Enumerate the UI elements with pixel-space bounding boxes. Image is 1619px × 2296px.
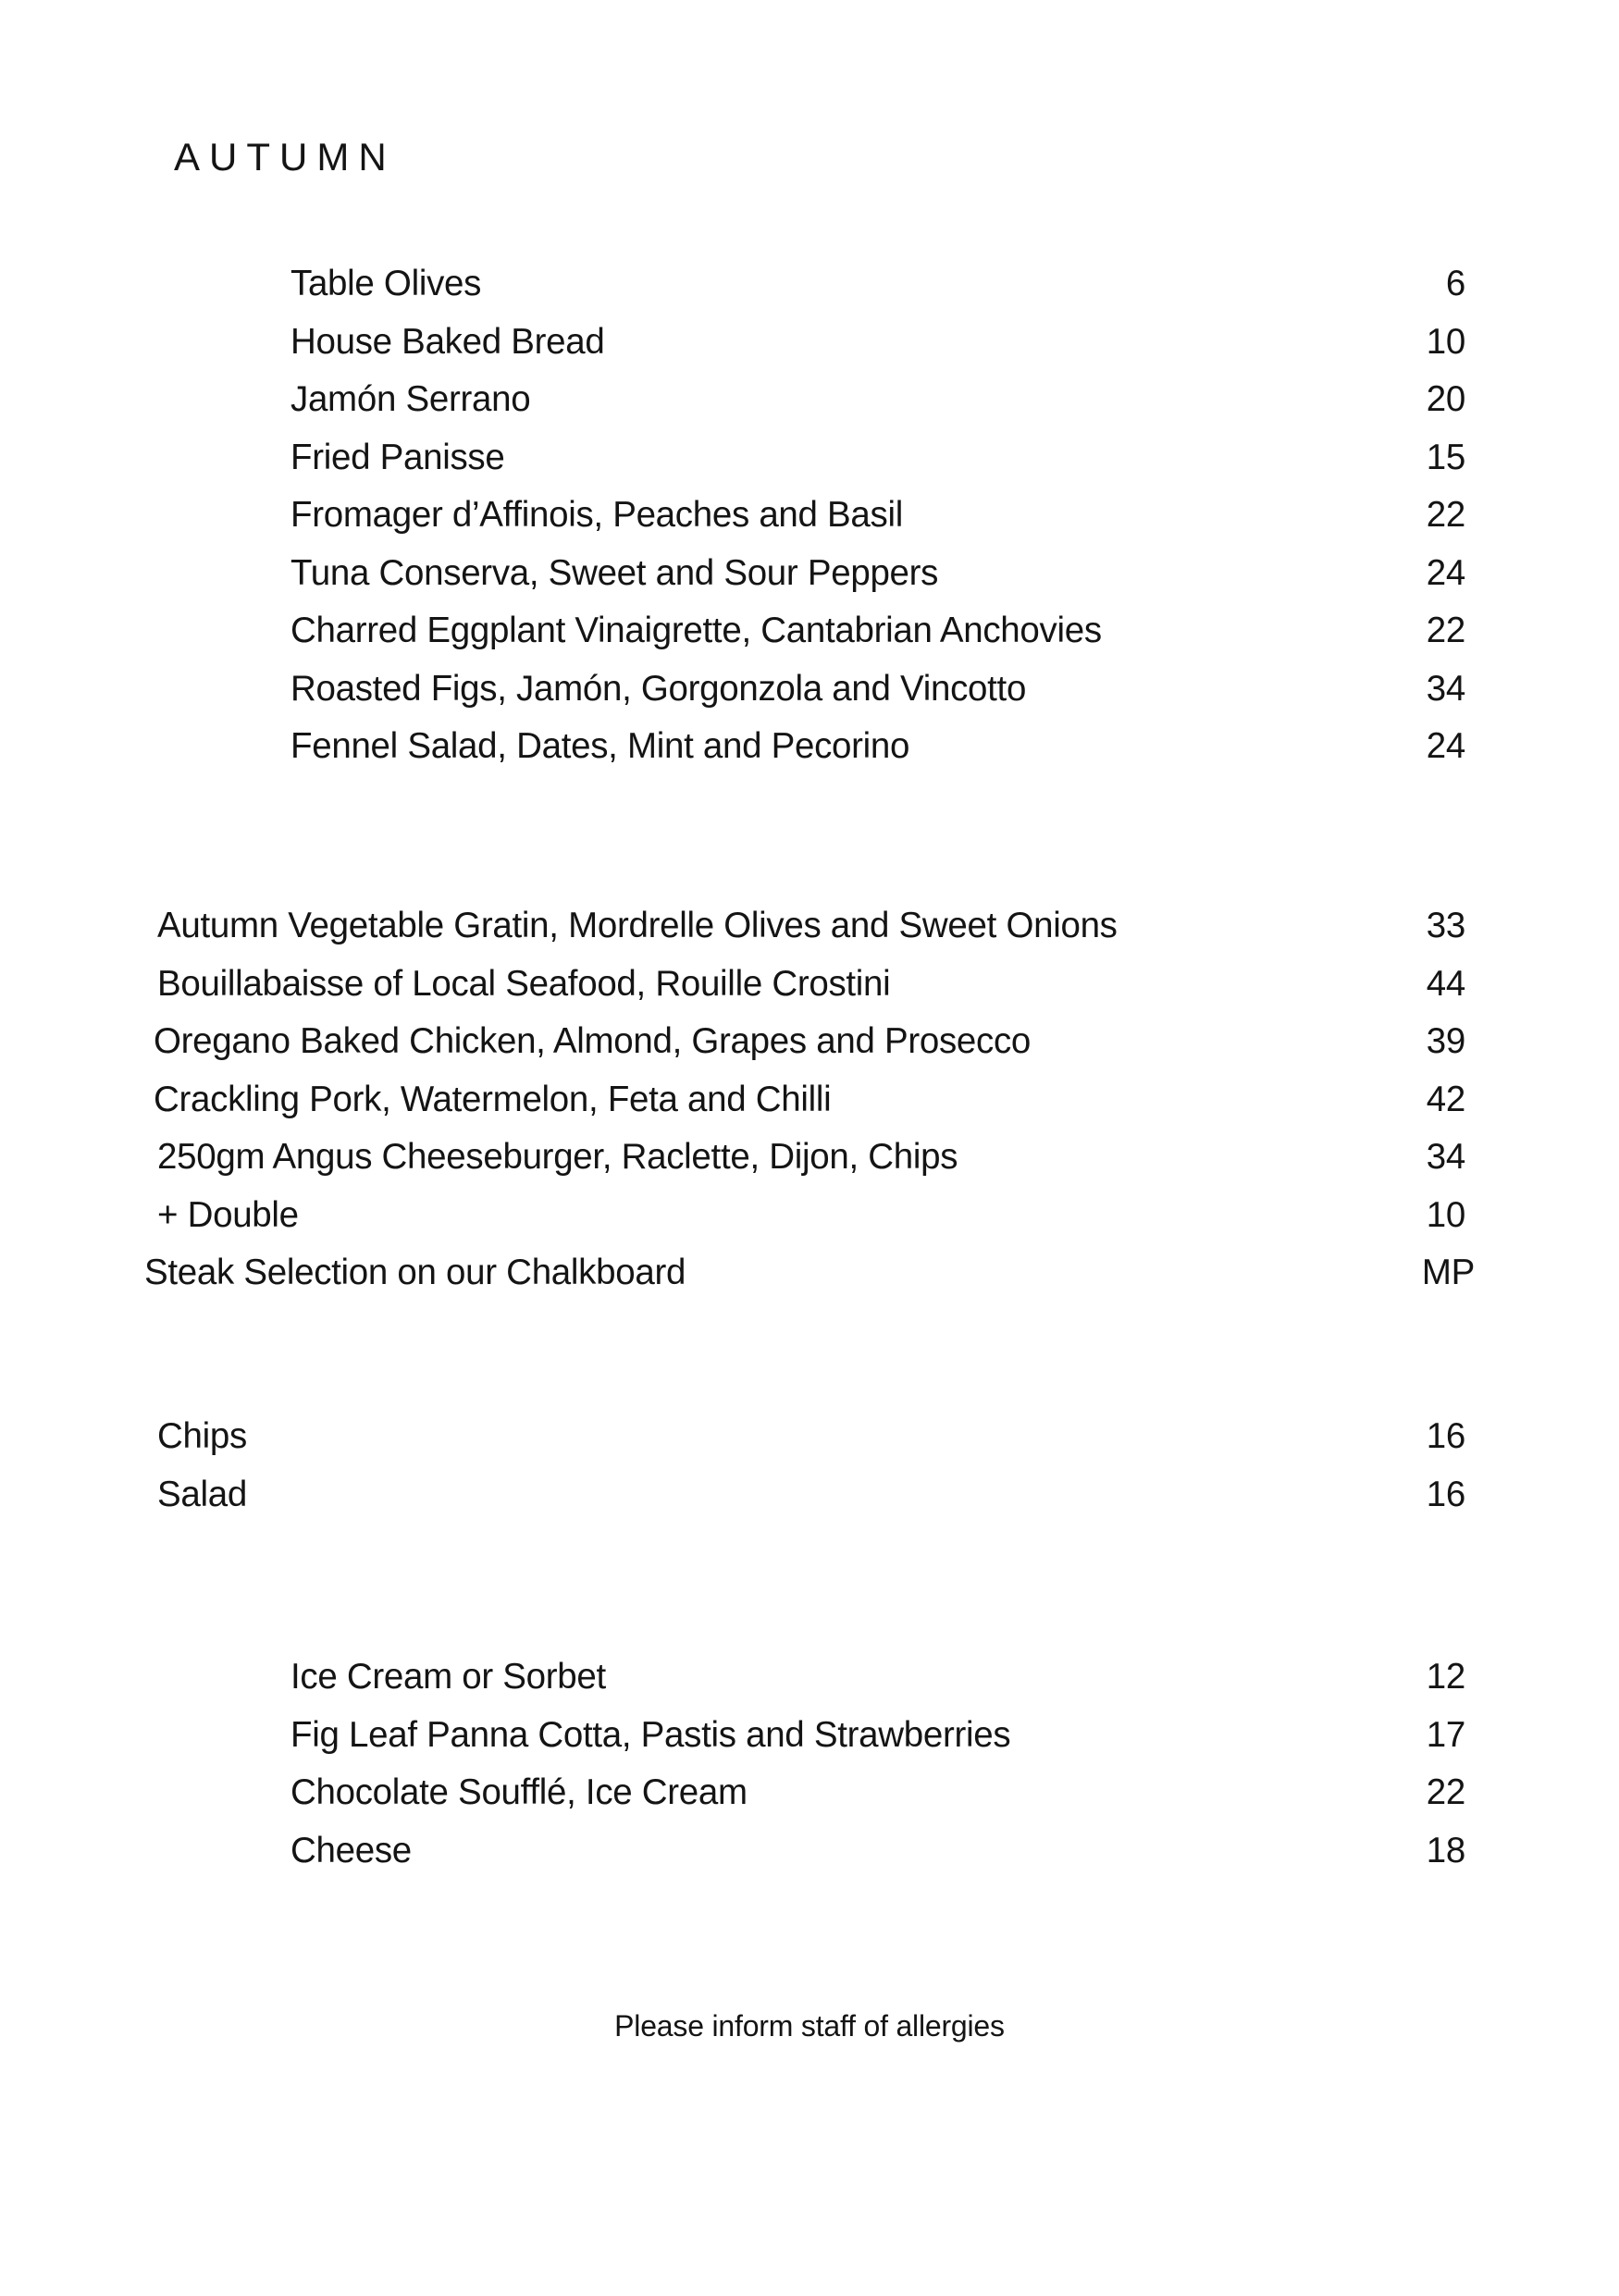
menu-item-name: Fig Leaf Panna Cotta, Pastis and Strawberries [290, 1714, 1011, 1755]
menu-item [290, 602, 1465, 660]
menu-item-price: 15 [1426, 437, 1465, 477]
menu-item-name: Jamón Serrano [290, 379, 531, 419]
menu-title: AUTUMN [174, 135, 396, 179]
menu-item [150, 1187, 1465, 1245]
menu-item-name: Charred Eggplant Vinaigrette, Cantabrian Anchovies [290, 611, 1102, 650]
menu-item-price: 34 [1426, 1137, 1465, 1177]
menu-item-price: 22 [1426, 1772, 1465, 1812]
menu-item-name: Autumn Vegetable Gratin, Mordrelle Olives and Sweet Onions [157, 906, 1118, 945]
menu-item-name: Oregano Baked Chicken, Almond, Grapes and Prosecco [154, 1021, 1032, 1061]
menu-item-price: 42 [1426, 1079, 1465, 1119]
menu-item-price: 22 [1426, 495, 1465, 535]
allergy-notice: Please inform staff of allergies [614, 2009, 1005, 2043]
menu-item-price: 34 [1426, 668, 1465, 709]
menu-item-name: Chocolate Soufflé, Ice Cream [290, 1772, 748, 1812]
menu-item-price: 17 [1426, 1714, 1465, 1755]
menu-item-name: Fromager d’Affinois, Peaches and Basil [290, 495, 903, 535]
menu-item-name: Steak Selection on our Chalkboard [144, 1253, 686, 1292]
menu-item [290, 660, 1465, 719]
menu-item [150, 897, 1465, 956]
menu-item [290, 1764, 1465, 1822]
menu-item-price: 22 [1426, 611, 1465, 650]
menu-item-price: 39 [1426, 1021, 1465, 1061]
menu-item-price: MP [1421, 1253, 1475, 1292]
menu-item-price: 10 [1426, 1194, 1465, 1235]
menu-item-price: 10 [1426, 321, 1465, 362]
menu-item-name: + Double [157, 1194, 299, 1235]
menu-item-name: Crackling Pork, Watermelon, Feta and Chilli [154, 1079, 832, 1119]
menu-item [150, 1071, 1465, 1129]
menu-item-name: House Baked Bread [290, 321, 605, 362]
menu-item [150, 956, 1465, 1014]
menu-item [290, 429, 1465, 488]
menu-item [157, 1466, 1465, 1524]
menu-item-price: 12 [1426, 1657, 1465, 1697]
menu-item [150, 1129, 1465, 1187]
desserts-section [290, 1648, 1465, 1880]
sides-section [157, 1408, 1465, 1524]
menu-item-price: 33 [1426, 906, 1465, 945]
menu-item-price: 44 [1426, 963, 1465, 1004]
menu-item-name: Roasted Figs, Jamón, Gorgonzola and Vincotto [290, 668, 1027, 709]
mains-section [144, 897, 1475, 1302]
menu-item-name: Chips [157, 1416, 247, 1456]
menu-item [290, 255, 1465, 314]
menu-item-name: Fennel Salad, Dates, Mint and Pecorino [290, 726, 910, 766]
menu-item [290, 1707, 1465, 1765]
menu-item-price: 20 [1426, 379, 1465, 419]
menu-item [290, 371, 1465, 429]
menu-item-name: Ice Cream or Sorbet [290, 1657, 606, 1697]
menu-item [157, 1408, 1465, 1466]
menu-item [290, 1822, 1465, 1881]
menu-item [290, 314, 1465, 372]
menu-item-price: 24 [1426, 552, 1465, 593]
menu-item [150, 1013, 1465, 1071]
menu-item-name: Bouillabaisse of Local Seafood, Rouille Crostini [157, 963, 891, 1004]
menu-item-name: Tuna Conserva, Sweet and Sour Peppers [290, 552, 939, 593]
menu-item-price: 6 [1445, 264, 1465, 303]
menu-item-name: Table Olives [290, 264, 482, 303]
menu-item-name: Salad [157, 1474, 247, 1514]
menu-item-price: 16 [1426, 1416, 1465, 1456]
menu-item [290, 545, 1465, 603]
menu-item [290, 487, 1465, 545]
menu-item-name: Fried Panisse [290, 437, 505, 477]
menu-item-price: 16 [1426, 1474, 1465, 1514]
menu-item-price: 18 [1426, 1830, 1465, 1870]
menu-item [290, 1648, 1465, 1707]
menu-item-price: 24 [1426, 726, 1465, 766]
starters-section [290, 255, 1465, 776]
menu-item-name: 250gm Angus Cheeseburger, Raclette, Dijon, Chips [157, 1137, 958, 1177]
menu-item [290, 718, 1465, 776]
menu-item [144, 1244, 1475, 1302]
menu-item-name: Cheese [290, 1830, 412, 1870]
